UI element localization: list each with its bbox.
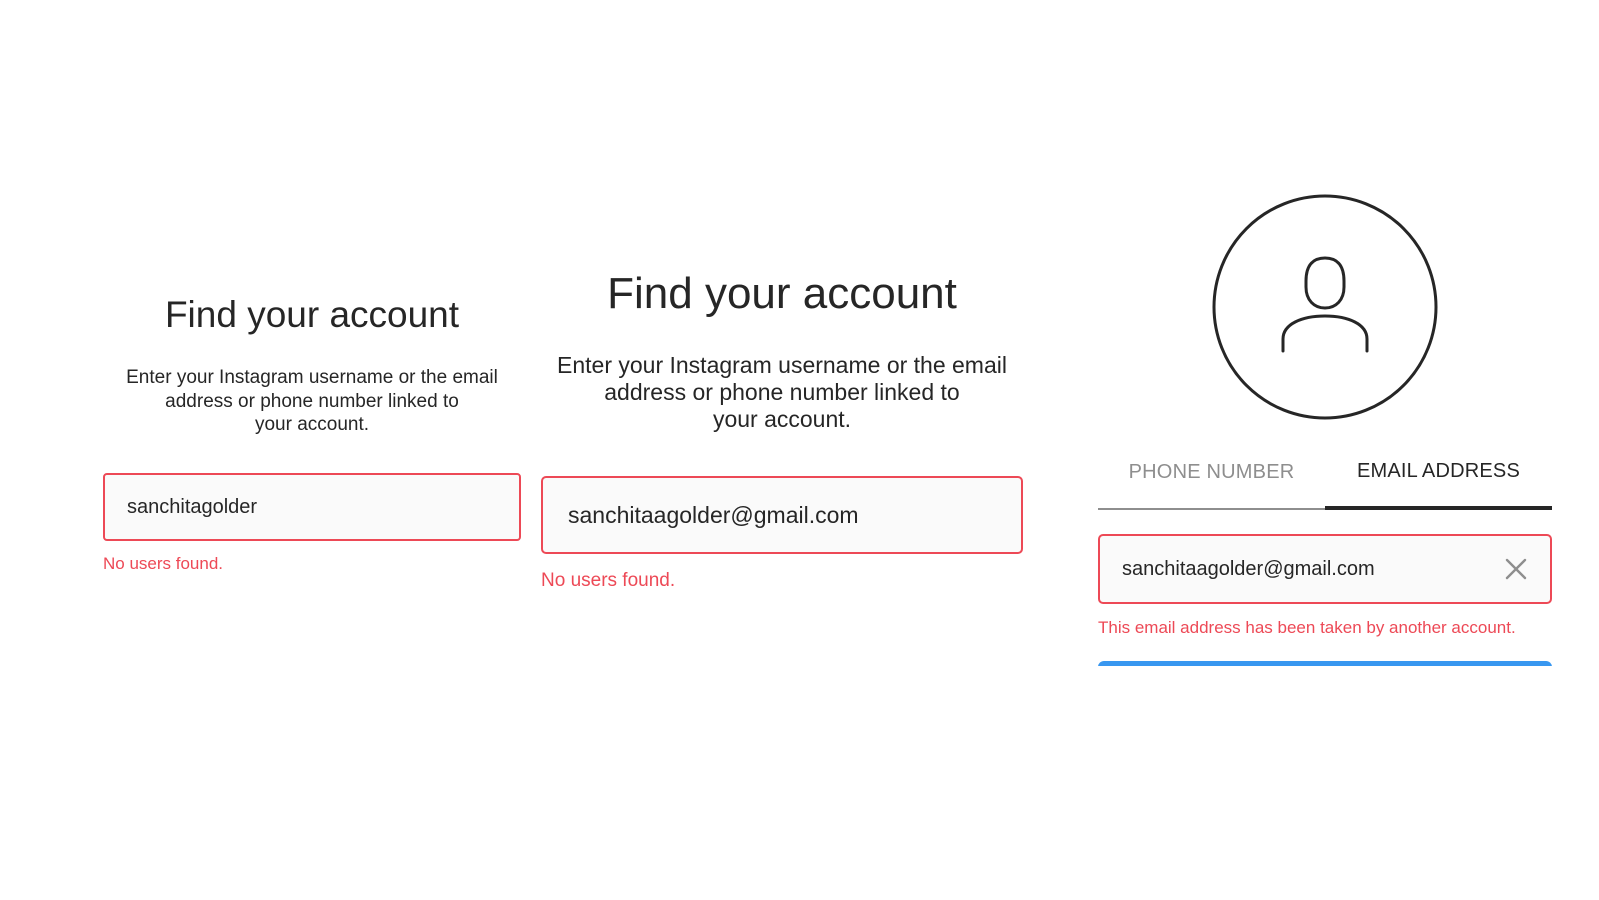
tab-email-address[interactable]: EMAIL ADDRESS xyxy=(1325,446,1552,510)
page-title: Find your account xyxy=(607,269,957,318)
page-title: Find your account xyxy=(164,294,460,335)
username-input[interactable] xyxy=(541,476,1023,554)
user-icon xyxy=(1212,194,1438,420)
instructions-text: Enter your Instagram username or the email address or phone number linked to your account. xyxy=(557,352,1007,432)
contact-method-tabs xyxy=(1098,446,1552,510)
close-icon[interactable] xyxy=(1504,557,1528,581)
tab-phone-number[interactable]: PHONE NUMBER xyxy=(1098,446,1325,510)
error-message: No users found. xyxy=(541,570,676,591)
email-field[interactable] xyxy=(1100,536,1480,602)
email-field-container xyxy=(1098,534,1552,604)
username-input[interactable] xyxy=(103,473,521,541)
next-button[interactable] xyxy=(1098,660,1552,666)
error-message: No users found. xyxy=(103,554,224,573)
error-message: This email address has been taken by another account. xyxy=(1098,618,1516,637)
instructions-text: Enter your Instagram username or the email address or phone number linked to your account. xyxy=(126,367,498,435)
